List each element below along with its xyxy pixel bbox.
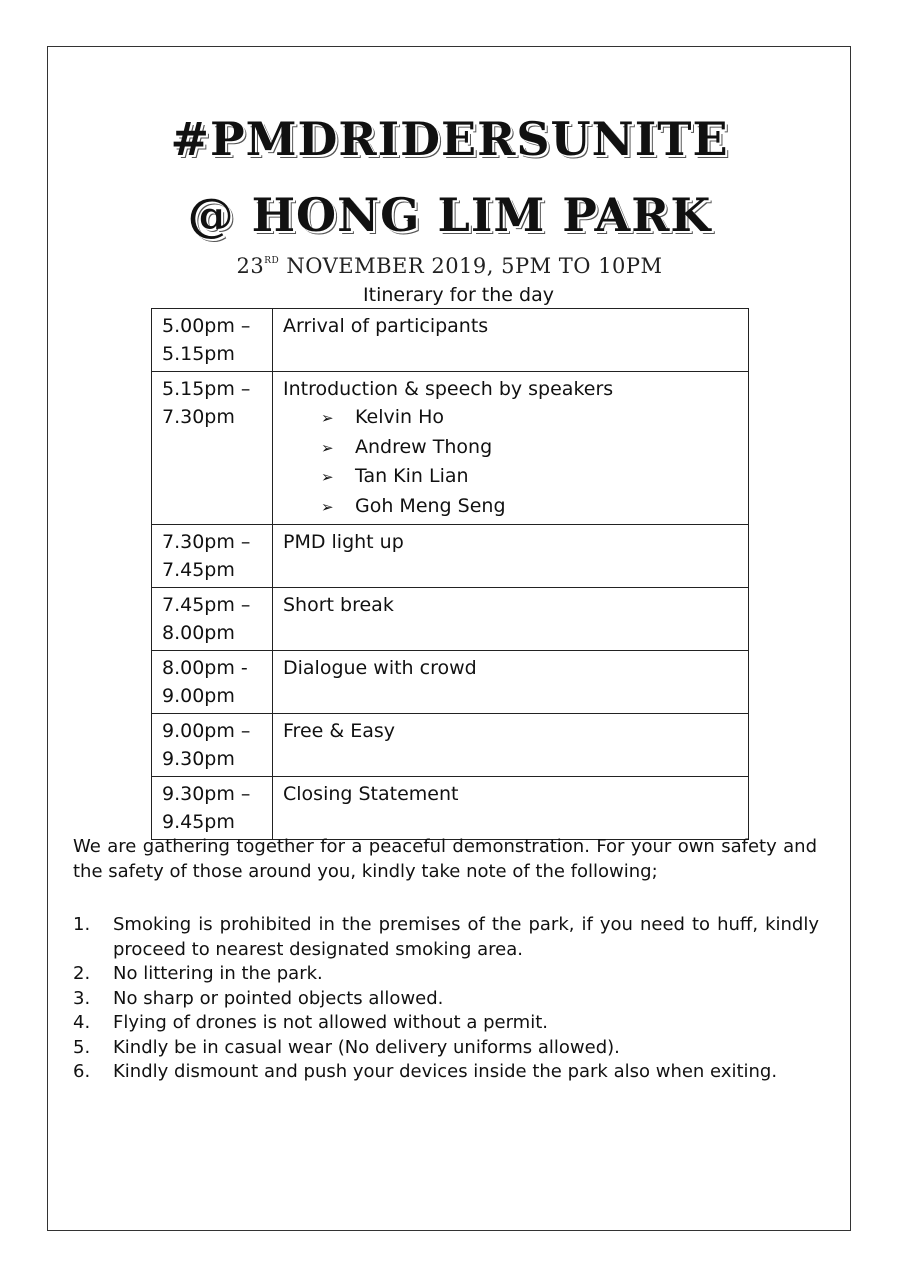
rule-number: 4. (73, 1012, 91, 1033)
rule-text: Flying of drones is not allowed without a permit. (113, 1012, 548, 1033)
table-row (152, 309, 749, 372)
speaker-name: Kelvin Ho (355, 406, 444, 428)
poster-location: @ HONG LIM PARK (187, 188, 712, 242)
date-rest: NOVEMBER 2019, 5PM TO 10PM (279, 254, 663, 278)
list-item (321, 403, 738, 433)
arrow-bullet-icon: ➢ (321, 438, 334, 457)
rule-text: Smoking is prohibited in the premises of the park, if you need to huff, kindly proceed to nearest designated smoking area. (113, 914, 819, 960)
time-end: 8.00pm (162, 622, 235, 644)
time-start: 9.00pm – (162, 720, 251, 742)
date-suffix: RD (264, 256, 280, 266)
activity-cell: PMD light up (273, 525, 749, 588)
rules-list (73, 913, 819, 1085)
list-item (73, 1011, 819, 1036)
list-item (73, 987, 819, 1012)
time-start: 7.30pm – (162, 531, 251, 553)
speaker-name: Tan Kin Lian (355, 465, 469, 487)
list-item (73, 1036, 819, 1061)
itinerary-heading: Itinerary for the day (363, 284, 554, 306)
list-item (321, 492, 738, 522)
time-end: 9.45pm (162, 811, 235, 833)
arrow-bullet-icon: ➢ (321, 468, 334, 486)
list-item (73, 913, 819, 962)
table-row (152, 588, 749, 651)
time-cell (152, 777, 273, 840)
rule-text: No sharp or pointed objects allowed. (113, 987, 444, 1009)
time-cell (152, 372, 273, 525)
date-day: 23 (236, 254, 265, 278)
time-end: 5.15pm (162, 343, 235, 365)
rule-number: 2. (73, 963, 91, 984)
time-start: 5.00pm – (162, 315, 251, 337)
time-cell (152, 714, 273, 777)
table-row (152, 651, 749, 714)
rule-text: No littering in the park. (113, 963, 323, 984)
poster-title: #PMDRIDERSUNITE (170, 112, 729, 166)
arrow-bullet-icon: ➢ (321, 409, 334, 427)
time-cell (152, 651, 273, 714)
time-end: 9.30pm (162, 748, 235, 770)
event-date (0, 254, 899, 278)
activity-cell: Arrival of participants (273, 309, 749, 372)
rule-number: 6. (73, 1061, 91, 1082)
table-row (152, 372, 749, 525)
time-start: 5.15pm – (162, 378, 251, 400)
time-end: 9.00pm (162, 685, 235, 707)
speaker-name: Goh Meng Seng (355, 494, 506, 517)
rule-text: Kindly be in casual wear (No delivery uniforms allowed). (113, 1036, 620, 1058)
list-item (321, 462, 738, 492)
rule-number: 3. (73, 987, 91, 1009)
rule-text: Kindly dismount and push your devices inside the park also when exiting. (113, 1061, 778, 1082)
table-row (152, 525, 749, 588)
table-row (152, 714, 749, 777)
time-end: 7.45pm (162, 559, 235, 581)
speaker-list (283, 403, 738, 521)
activity-cell (273, 372, 749, 525)
time-cell (152, 588, 273, 651)
time-start: 8.00pm - (162, 657, 248, 679)
activity-cell: Free & Easy (273, 714, 749, 777)
table-row (152, 777, 749, 840)
list-item (73, 1060, 819, 1085)
activity-text: Introduction & speech by speakers (283, 378, 614, 400)
list-item (321, 433, 738, 463)
rule-number: 1. (73, 914, 91, 935)
arrow-bullet-icon: ➢ (321, 497, 334, 516)
time-cell (152, 525, 273, 588)
notice-intro: We are gathering together for a peaceful demonstration. For your own safety and the safety of those around you, kindly take note of the following; (73, 836, 817, 882)
time-cell (152, 309, 273, 372)
list-item (73, 962, 819, 987)
time-start: 7.45pm – (162, 594, 251, 616)
time-end: 7.30pm (162, 406, 235, 428)
time-start: 9.30pm – (162, 783, 251, 805)
itinerary-table (151, 308, 749, 840)
rule-number: 5. (73, 1036, 91, 1058)
speaker-name: Andrew Thong (355, 435, 493, 458)
activity-cell: Short break (273, 588, 749, 651)
activity-cell: Dialogue with crowd (273, 651, 749, 714)
activity-cell: Closing Statement (273, 777, 749, 840)
